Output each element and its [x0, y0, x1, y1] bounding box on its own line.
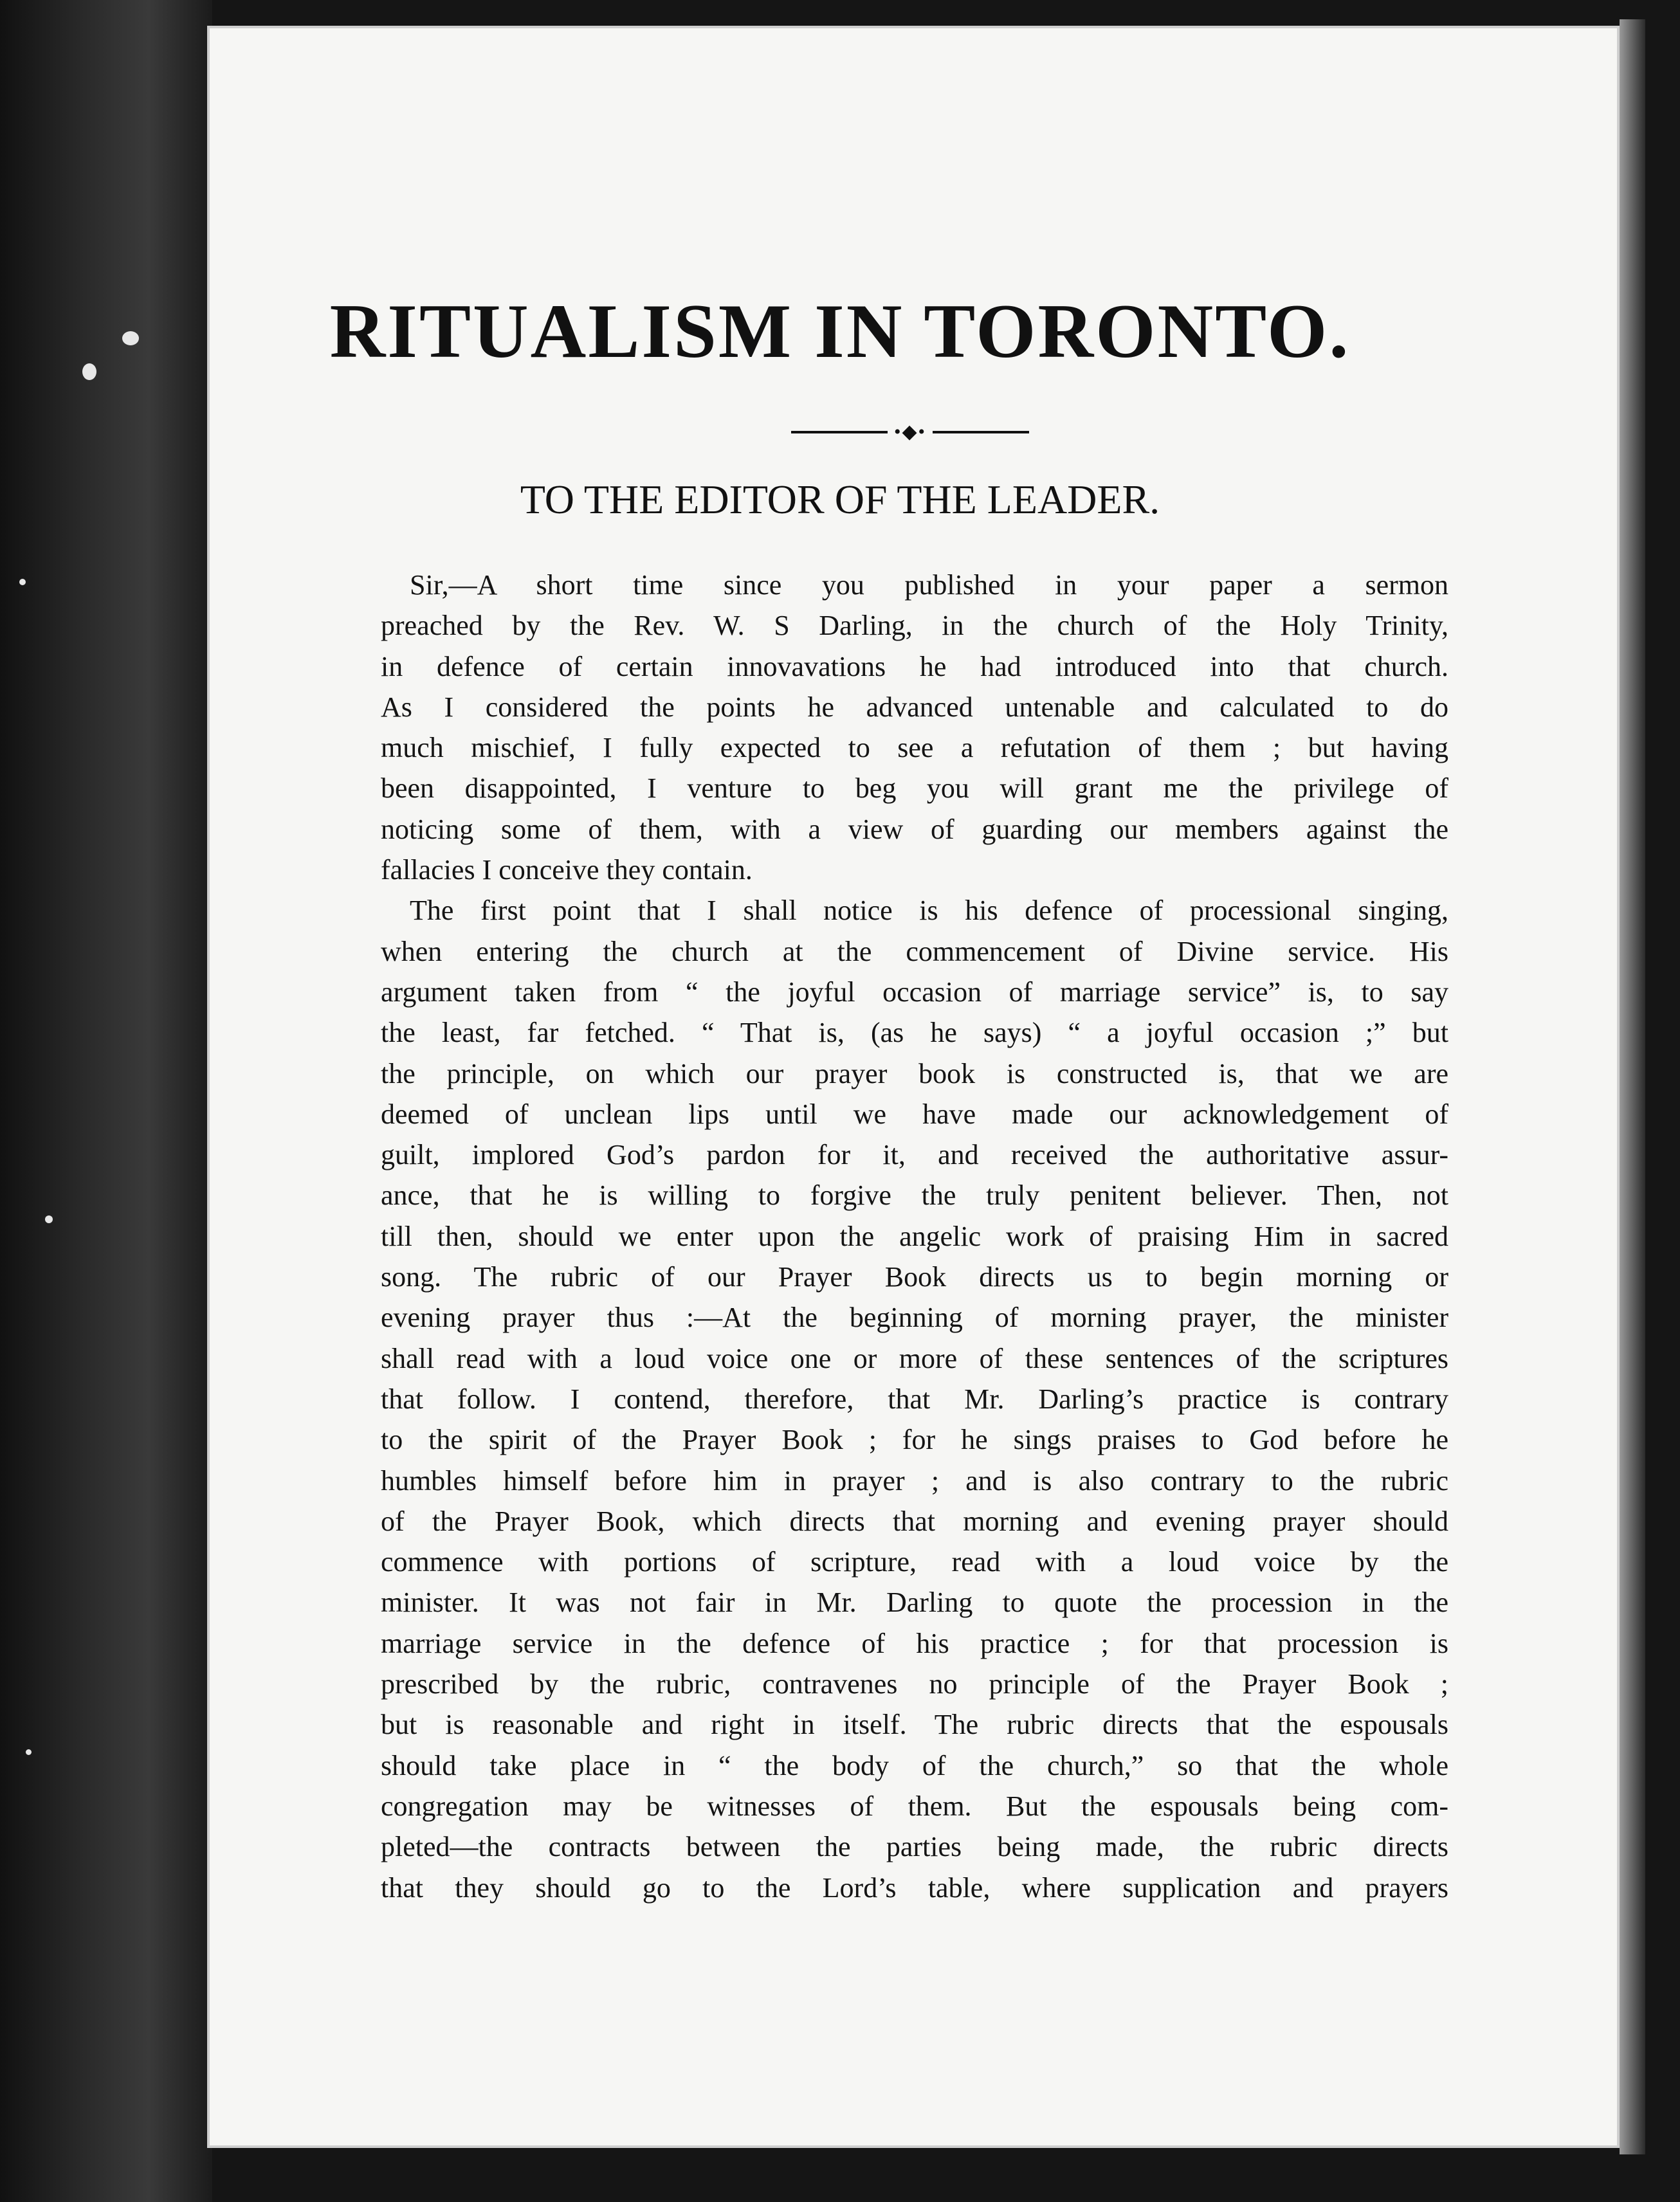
text-line: pleted—the contracts between the parties being made, the rubric directs: [381, 1831, 1448, 1863]
text-line: that they should go to the Lord’s table, where supplication and prayers: [381, 1871, 1448, 1904]
text-line: song. The rubric of our Prayer Book directs us to begin morning or: [381, 1261, 1448, 1293]
text-line: Sir,—A short time since you published in your paper a sermon: [410, 569, 1448, 601]
document-subtitle: TO THE EDITOR OF THE LEADER.: [520, 477, 1160, 522]
text-line: to the spirit of the Prayer Book ; for he sings praises to God before he: [381, 1424, 1448, 1456]
text-line: The first point that I shall notice is his defence of processional singing,: [410, 895, 1448, 927]
text-line: been disappointed, I venture to beg you will grant me the privilege of: [381, 772, 1448, 805]
letter-body: [381, 565, 1448, 1908]
text-line: that follow. I contend, therefore, that Mr. Darling’s practice is contrary: [381, 1383, 1448, 1415]
text-line: humbles himself before him in prayer ; and is also contrary to the rubric: [381, 1464, 1448, 1497]
text-line: much mischief, I fully expected to see a refutation of them ; but having: [381, 732, 1448, 764]
text-line: guilt, implored God’s pardon for it, and received the authoritative assur-: [381, 1139, 1448, 1171]
text-line: when entering the church at the commencement of Divine service. His: [381, 935, 1448, 967]
text-line: preached by the Rev. W. S Darling, in the church of the Holy Trinity,: [381, 610, 1448, 642]
text-line: commence with portions of scripture, read with a loud voice by the: [381, 1546, 1448, 1578]
text-line: congregation may be witnesses of them. But the espousals being com-: [381, 1790, 1448, 1822]
text-line: As I considered the points he advanced untenable and calculated to do: [381, 691, 1448, 723]
text-line: noticing some of them, with a view of guarding our members against the: [381, 813, 1448, 845]
title-rule-right: [933, 431, 1029, 433]
scan-speck: [26, 1749, 32, 1755]
document-title: RITUALISM IN TORONTO.: [329, 288, 1351, 374]
text-line: shall read with a loud voice one or more of these sentences of the scriptures: [381, 1342, 1448, 1374]
text-line: argument taken from “ the joyful occasion of marriage service” is, to say: [381, 976, 1448, 1008]
scan-speck: [45, 1215, 53, 1223]
text-line: but is reasonable and right in itself. The rubric directs that the espousals: [381, 1709, 1448, 1741]
scan-speck: [19, 579, 26, 585]
text-line: minister. It was not fair in Mr. Darling to quote the procession in the: [381, 1587, 1448, 1619]
title-rule-left: [791, 431, 888, 433]
text-line: till then, should we enter upon the angelic work of praising Him in sacred: [381, 1220, 1448, 1252]
text-line: should take place in “ the body of the church,” so that the whole: [381, 1749, 1448, 1781]
text-line: the principle, on which our prayer book is constructed is, that we are: [381, 1057, 1448, 1089]
text-line: deemed of unclean lips until we have made our acknowledgement of: [381, 1098, 1448, 1130]
text-line: of the Prayer Book, which directs that morning and evening prayer should: [381, 1505, 1448, 1537]
text-line: marriage service in the defence of his practice ; for that procession is: [381, 1627, 1448, 1659]
title-rule-ornament: •◆•: [893, 421, 927, 442]
text-line: the least, far fetched. “ That is, (as he says) “ a joyful occasion ;” but: [381, 1017, 1448, 1049]
text-line: in defence of certain innovavations he had introduced into that church.: [381, 650, 1448, 682]
text-line: prescribed by the rubric, contravenes no principle of the Prayer Book ;: [381, 1668, 1448, 1700]
text-line: fallacies I conceive they contain.: [381, 854, 753, 886]
text-line: evening prayer thus :—At the beginning of morning prayer, the minister: [381, 1302, 1448, 1334]
text-line: ance, that he is willing to forgive the truly penitent believer. Then, not: [381, 1179, 1448, 1212]
